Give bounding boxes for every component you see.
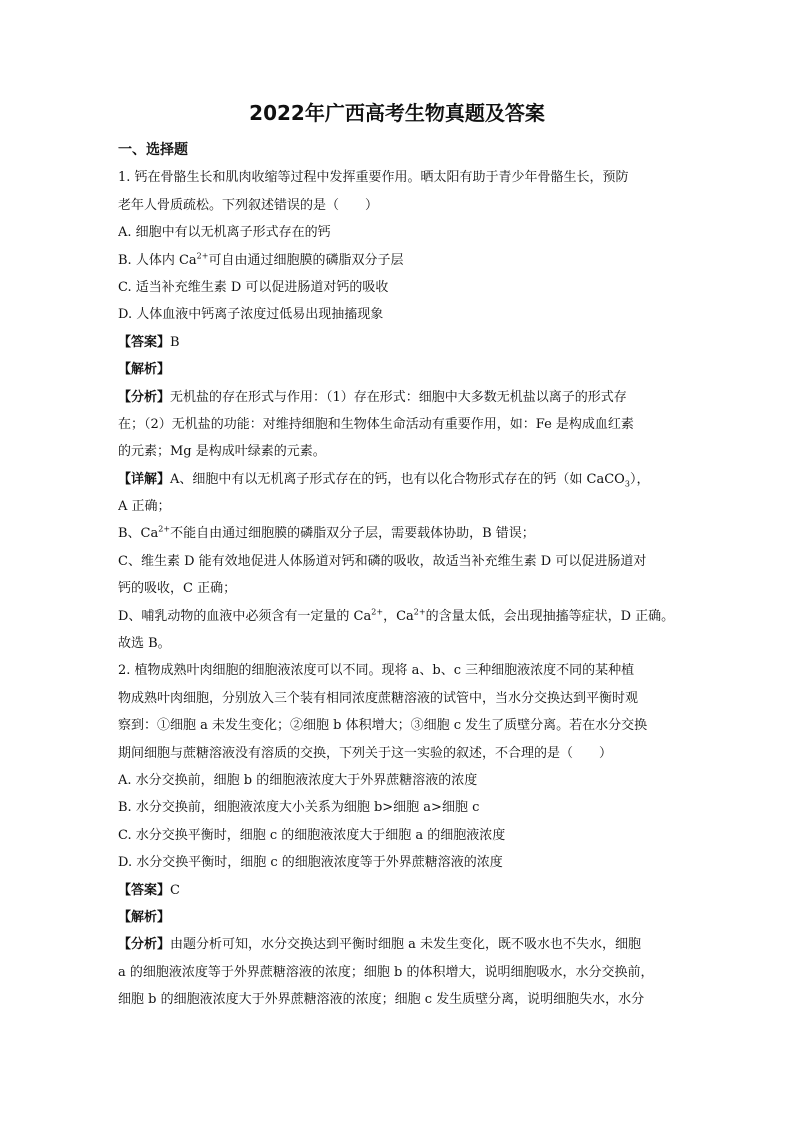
q1-detail-subscript: 3 xyxy=(624,479,630,489)
q2-fenxi-text: 由题分析可知，水分交换达到平衡时细胞 a 未发生变化，既不吸水也不失水，细胞 xyxy=(170,937,642,953)
q2-fenxi-label: 【分析】 xyxy=(118,937,171,953)
q2-answer xyxy=(118,877,678,904)
q1-fenxi-label: 【分析】 xyxy=(118,389,171,405)
q2-fenxi-line-3: 细胞 b 的细胞液浓度大于外界蔗糖溶液的浓度；细胞 c 发生质壁分离，说明细胞失水，水分 xyxy=(118,992,645,1008)
q1-detail-b-text: B、Ca xyxy=(118,526,159,542)
q2-option-a: A. 水分交换前，细胞 b 的细胞液浓度大于外界蔗糖溶液的浓度 xyxy=(118,772,478,788)
q1-detail-line-6 xyxy=(118,603,678,630)
section-heading: 一、选择题 xyxy=(118,142,188,158)
q1-detail-d-text: D、哺乳动物的血液中必须含有一定量的 Ca xyxy=(118,608,372,624)
q2-analysis-heading: 【解析】 xyxy=(118,909,171,925)
q1-detail-d-rest: 的含量太低，会出现抽搐等症状，D 正确。 xyxy=(425,608,675,624)
q2-stem-line-3: 察到：①细胞 a 未发生变化；②细胞 b 体积增大；③细胞 c 发生了质壁分离。若在水分交换 xyxy=(118,718,648,734)
q1-detail-text-rest: ）， xyxy=(629,471,650,487)
q1-option-b-text-rest: 可自由通过细胞膜的磷脂双分子层 xyxy=(208,252,404,268)
document-body xyxy=(118,137,678,1014)
q1-detail-d-charge-1: 2+ xyxy=(371,607,384,617)
q1-detail-line-7: 故选 B。 xyxy=(118,636,171,652)
q1-answer-label: 【答案】 xyxy=(118,334,171,350)
q1-fenxi-line-3: 的元素；Mg 是构成叶绿素的元素。 xyxy=(118,444,326,460)
q1-detail-line-1 xyxy=(118,466,678,493)
q1-detail-line-5: 钙的吸收，C 正确； xyxy=(118,581,237,597)
q1-option-d: D. 人体血液中钙离子浓度过低易出现抽搐现象 xyxy=(118,307,384,323)
q1-fenxi-text: 无机盐的存在形式与作用：（1）存在形式：细胞中大多数无机盐以离子的形式存 xyxy=(170,389,627,405)
q2-answer-value: C xyxy=(170,882,180,898)
q1-option-b xyxy=(118,247,678,274)
q1-stem-line-1: 1. 钙在骨骼生长和肌肉收缩等过程中发挥重要作用。晒太阳有助于青少年骨骼生长，预防 xyxy=(118,170,629,186)
q2-answer-label: 【答案】 xyxy=(118,882,171,898)
q1-detail-b-charge: 2+ xyxy=(158,525,171,535)
q1-detail-line-3 xyxy=(118,520,678,547)
q1-stem-line-2: 老年人骨质疏松。下列叙述错误的是（ ） xyxy=(118,197,379,213)
q2-option-d: D. 水分交换平衡时，细胞 c 的细胞液浓度等于外界蔗糖溶液的浓度 xyxy=(118,855,503,871)
q1-option-a: A. 细胞中有以无机离子形式存在的钙 xyxy=(118,225,331,241)
q1-detail-text: A、细胞中有以无机离子形式存在的钙，也有以化合物形式存在的钙（如 CaCO xyxy=(170,471,625,487)
q1-option-c: C. 适当补充维生素 D 可以促进肠道对钙的吸收 xyxy=(118,279,389,295)
q2-stem-line-1: 2. 植物成熟叶肉细胞的细胞液浓度可以不同。现将 a、b、c 三种细胞液浓度不同的某种植 xyxy=(118,663,635,679)
q1-option-b-charge: 2+ xyxy=(196,251,209,261)
document-title: 2022年广西高考生物真题及答案 xyxy=(249,101,545,125)
q1-answer-value: B xyxy=(170,334,180,350)
q1-analysis-heading: 【解析】 xyxy=(118,362,171,378)
q1-detail-label: 【详解】 xyxy=(118,471,171,487)
q2-fenxi-line-1 xyxy=(118,931,678,958)
q2-stem-line-4: 期间细胞与蔗糖溶液没有溶质的交换，下列关于这一实验的叙述，不合理的是（ ） xyxy=(118,745,613,761)
q1-detail-b-rest: 不能自由通过细胞膜的磷脂双分子层，需要载体协助，B 错误； xyxy=(170,526,535,542)
q2-stem-line-2: 物成熟叶肉细胞，分别放入三个装有相同浓度蔗糖溶液的试管中，当水分交换达到平衡时观 xyxy=(118,690,639,706)
q1-answer xyxy=(118,329,678,356)
q1-detail-line-2: A 正确； xyxy=(118,499,171,515)
q2-fenxi-line-2: a 的细胞液浓度等于外界蔗糖溶液的浓度；细胞 b 的体积增大，说明细胞吸水，水分交换前， xyxy=(118,964,654,980)
q1-detail-d-charge-2: 2+ xyxy=(413,607,426,617)
q1-fenxi-line-1 xyxy=(118,384,678,411)
q1-option-b-text: B. 人体内 Ca xyxy=(118,252,197,268)
q1-detail-line-4: C、维生素 D 能有效地促进人体肠道对钙和磷的吸收，故适当补充维生素 D 可以促进肠道对 xyxy=(118,553,647,569)
q1-fenxi-line-2: 在；（2）无机盐的功能：对维持细胞和生物体生命活动有重要作用，如：Fe 是构成血红素 xyxy=(118,416,634,432)
q1-detail-d-mid: ，Ca xyxy=(383,608,414,624)
q2-option-b: B. 水分交换前，细胞液浓度大小关系为细胞 b>细胞 a>细胞 c xyxy=(118,800,480,816)
q2-option-c: C. 水分交换平衡时，细胞 c 的细胞液浓度大于细胞 a 的细胞液浓度 xyxy=(118,827,506,843)
